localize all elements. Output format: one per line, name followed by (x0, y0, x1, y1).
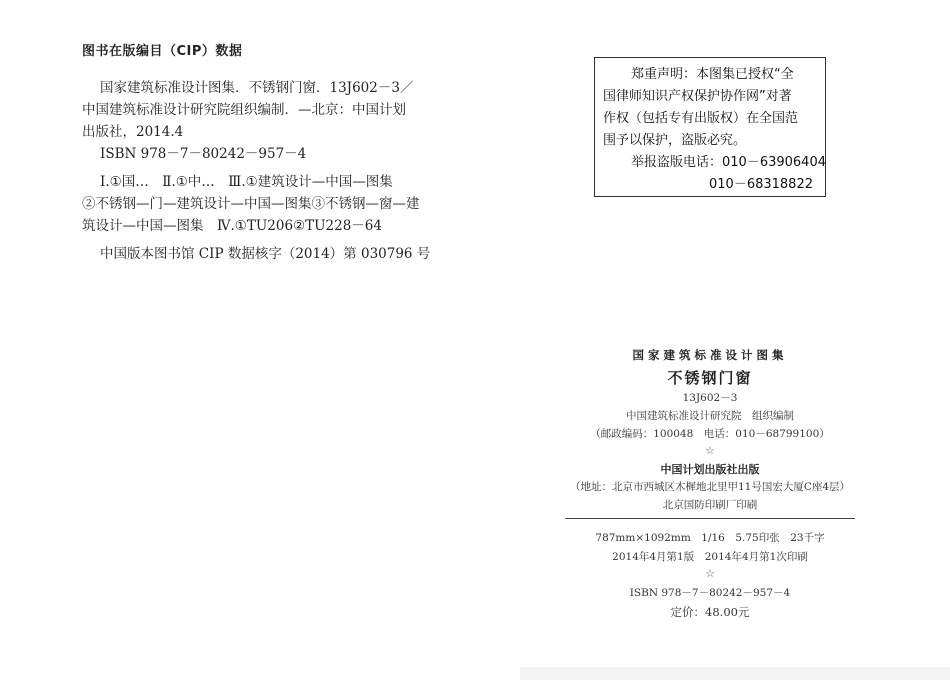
star-icon: ☆ (705, 444, 715, 457)
cip-class-line-3: 筑设计—中国—图集 Ⅳ.①TU206②TU228－64 (82, 218, 382, 234)
star-icon: ☆ (705, 567, 715, 580)
publisher: 中国计划出版社出版 (660, 463, 760, 476)
series-title: 国家建筑标准设计图集 (632, 348, 788, 362)
cip-line-1: 国家建筑标准设计图集．不锈钢门窗．13J602－3／ (100, 80, 414, 96)
format-info: 787mm×1092mm 1/16 5.75印张 23千字 (595, 532, 825, 544)
colophon-isbn: ISBN 978－7－80242－957－4 (629, 587, 791, 599)
notice-line-3: 作权（包括专有出版权）在全国范 (603, 111, 799, 126)
notice-line-4: 围予以保护，盗版必究。 (603, 133, 747, 148)
book-code: 13J602－3 (682, 392, 738, 404)
price: 定价：48.00元 (670, 605, 750, 619)
notice-line-1: 郑重声明：本图集已授权“全 (631, 67, 794, 82)
cip-class-line-2: ②不锈钢—门—建筑设计—中国—图集③不锈钢—窗—建 (82, 196, 420, 212)
printer: 北京国防印刷厂印刷 (662, 499, 758, 511)
notice-line-2: 国律师知识产权保护协作网”对著 (603, 89, 792, 104)
notice-phone-2: 010－68318822 (709, 177, 813, 192)
compiler: 中国建筑标准设计研究院 组织编制 (626, 410, 794, 422)
cip-verification-number: 中国版本图书馆 CIP 数据核字（2014）第 030796 号 (100, 246, 431, 262)
cip-line-3: 出版社，2014.4 (82, 124, 184, 140)
copyright-notice-box (594, 57, 826, 197)
cip-isbn: ISBN 978－7－80242－957－4 (100, 146, 307, 162)
cip-class-line-1: Ⅰ.①国… Ⅱ.①中… Ⅲ.①建筑设计—中国—图集 (100, 174, 393, 190)
notice-phone-1: 举报盗版电话：010－63906404 (631, 155, 826, 170)
divider-line (565, 518, 855, 519)
cip-heading: 图书在版编目（CIP）数据 (82, 44, 243, 59)
book-title: 不锈钢门窗 (667, 369, 753, 387)
compiler-contact: （邮政编码：100048 电话：010－68799100） (590, 428, 830, 440)
edition-info: 2014年4月第1版 2014年4月第1次印刷 (612, 551, 808, 563)
publisher-address: （地址：北京市西城区木樨地北里甲11号国宏大厦C座4层） (569, 481, 851, 493)
page-edge-shade (520, 667, 950, 680)
cip-line-2: 中国建筑标准设计研究院组织编制．—北京：中国计划 (82, 102, 406, 118)
